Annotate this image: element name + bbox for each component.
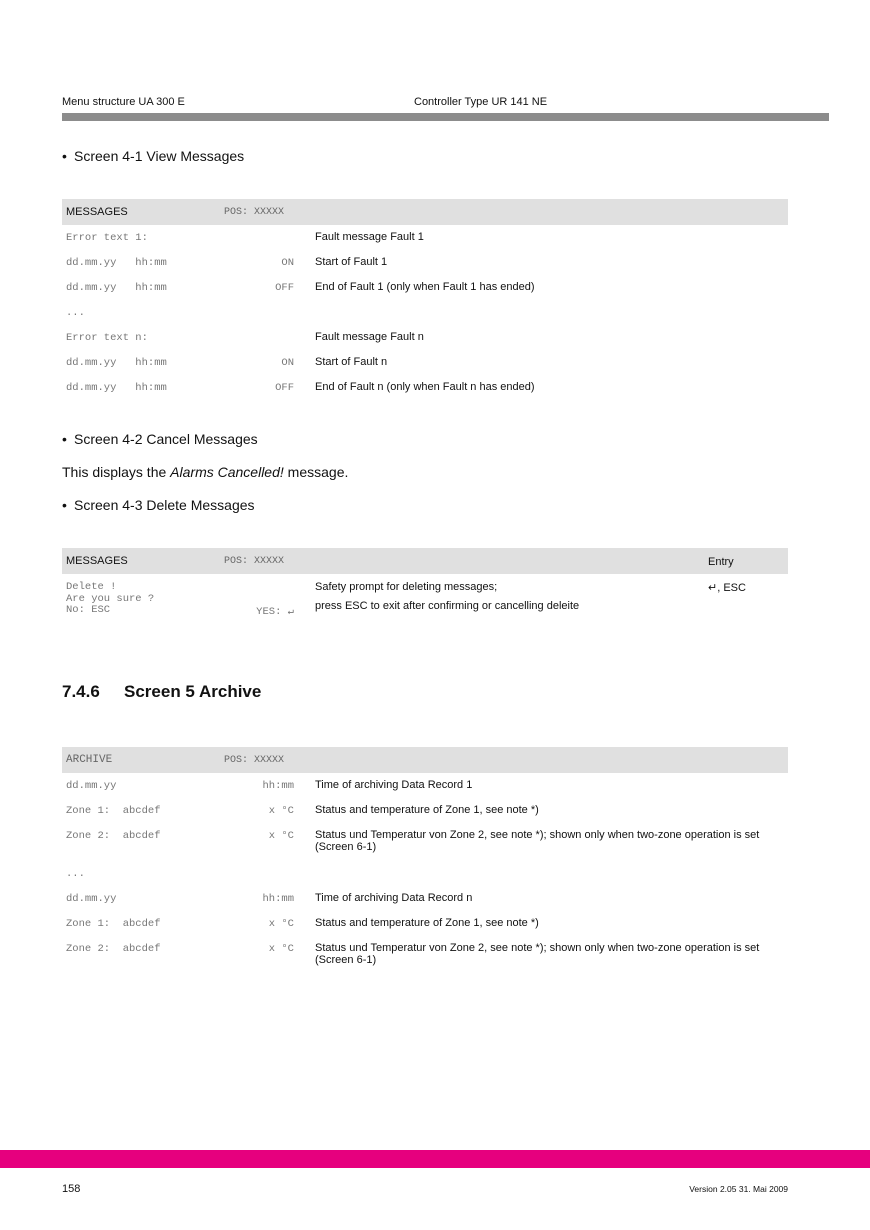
table-row: [62, 773, 788, 798]
table-row: [62, 250, 788, 275]
table-head-pos: POS: XXXXX: [224, 207, 285, 218]
messages-table: [62, 199, 788, 400]
row-right: hh:mm: [262, 780, 294, 792]
row-desc: Safety prompt for deleting messages;: [315, 581, 498, 593]
table-row: [62, 300, 788, 325]
footer-band: [0, 1150, 870, 1168]
cancel-paragraph: This displays the Alarms Cancelled! message.: [62, 464, 349, 480]
table-row: [62, 861, 788, 886]
delete-prompt-lines: Delete ! Are you sure ? No: ESC: [66, 581, 155, 616]
table-row: [62, 225, 788, 250]
row-left: dd.mm.yy hh:mm: [66, 257, 167, 269]
row-left: ...: [66, 307, 85, 319]
table-header: [62, 548, 788, 574]
row-desc: End of Fault n (only when Fault n has ended): [315, 381, 535, 393]
table-head-title: MESSAGES: [66, 206, 128, 218]
table-row: [62, 823, 788, 861]
row-right: x °C: [268, 805, 294, 817]
row-entry: ↵, ESC: [708, 582, 746, 594]
row-left: Error text n:: [66, 332, 148, 344]
row-desc: Start of Fault n: [315, 356, 388, 368]
table-row: [62, 275, 788, 300]
header-rule: [62, 113, 829, 121]
yes-label: YES: ↵: [256, 606, 294, 618]
page-number: 158: [62, 1183, 81, 1195]
delete-table: [62, 548, 788, 634]
row-right: x °C: [268, 830, 294, 842]
table-head-title: ARCHIVE: [66, 754, 113, 766]
row-left: dd.mm.yy hh:mm: [66, 357, 167, 369]
row-desc: Fault message Fault n: [315, 331, 424, 343]
row-desc: Status and temperature of Zone 1, see note *): [315, 917, 539, 929]
row-desc: Status und Temperatur von Zone 2, see note *); shown only when two-zone operation is set (Screen 6-1): [315, 829, 760, 853]
row-left: Zone 1: abcdef: [66, 805, 161, 817]
bullet-screen-4-2: • Screen 4-2 Cancel Messages: [62, 431, 258, 447]
table-header: [62, 199, 788, 225]
table-row: [62, 325, 788, 350]
section-title: 7.4.6 Screen 5 Archive: [62, 682, 262, 701]
row-desc: End of Fault 1 (only when Fault 1 has ended): [315, 281, 535, 293]
row-desc: Time of archiving Data Record 1: [315, 779, 473, 791]
row-desc: Fault message Fault 1: [315, 231, 424, 243]
version-info: Version 2.05 31. Mai 2009: [689, 1184, 788, 1194]
table-head-pos: POS: XXXXX: [224, 755, 285, 766]
table-head-title: MESSAGES: [66, 555, 128, 567]
row-right: ON: [281, 257, 294, 269]
row-left: dd.mm.yy hh:mm: [66, 282, 167, 294]
row-right: ON: [281, 357, 294, 369]
row-desc: Start of Fault 1: [315, 256, 388, 268]
row-right: OFF: [275, 282, 294, 294]
row-left: dd.mm.yy: [66, 780, 117, 792]
header-left: Menu structure UA 300 E: [62, 96, 185, 108]
row-desc: Status und Temperatur von Zone 2, see note *); shown only when two-zone operation is set (Screen 6-1): [315, 942, 760, 966]
row-left: Zone 2: abcdef: [66, 830, 161, 842]
header-center: Controller Type UR 141 NE: [414, 96, 548, 108]
bullet-screen-4-1: • Screen 4-1 View Messages: [62, 148, 245, 164]
table-row: [62, 350, 788, 375]
row-left: ...: [66, 868, 85, 880]
row-right: x °C: [268, 918, 294, 930]
table-row: [62, 911, 788, 936]
table-head-pos: POS: XXXXX: [224, 556, 285, 567]
row-right: x °C: [268, 943, 294, 955]
row-right: OFF: [275, 382, 294, 394]
row-desc: Status and temperature of Zone 1, see note *): [315, 804, 539, 816]
row-desc: Time of archiving Data Record n: [315, 892, 473, 904]
bullet-screen-4-3: • Screen 4-3 Delete Messages: [62, 497, 255, 513]
row-desc: press ESC to exit after confirming or cancelling deleite: [315, 600, 580, 612]
table-row: [62, 936, 788, 974]
row-left: dd.mm.yy: [66, 893, 117, 905]
archive-table: [62, 747, 788, 974]
table-row: [62, 798, 788, 823]
table-head-entry: Entry: [708, 556, 734, 568]
row-left: Error text 1:: [66, 232, 148, 244]
row-right: hh:mm: [262, 893, 294, 905]
table-row: [62, 375, 788, 400]
row-left: Zone 1: abcdef: [66, 918, 161, 930]
table-row: [62, 574, 788, 634]
row-left: dd.mm.yy hh:mm: [66, 382, 167, 394]
row-left: Zone 2: abcdef: [66, 943, 161, 955]
table-header: [62, 747, 788, 773]
table-row: [62, 886, 788, 911]
